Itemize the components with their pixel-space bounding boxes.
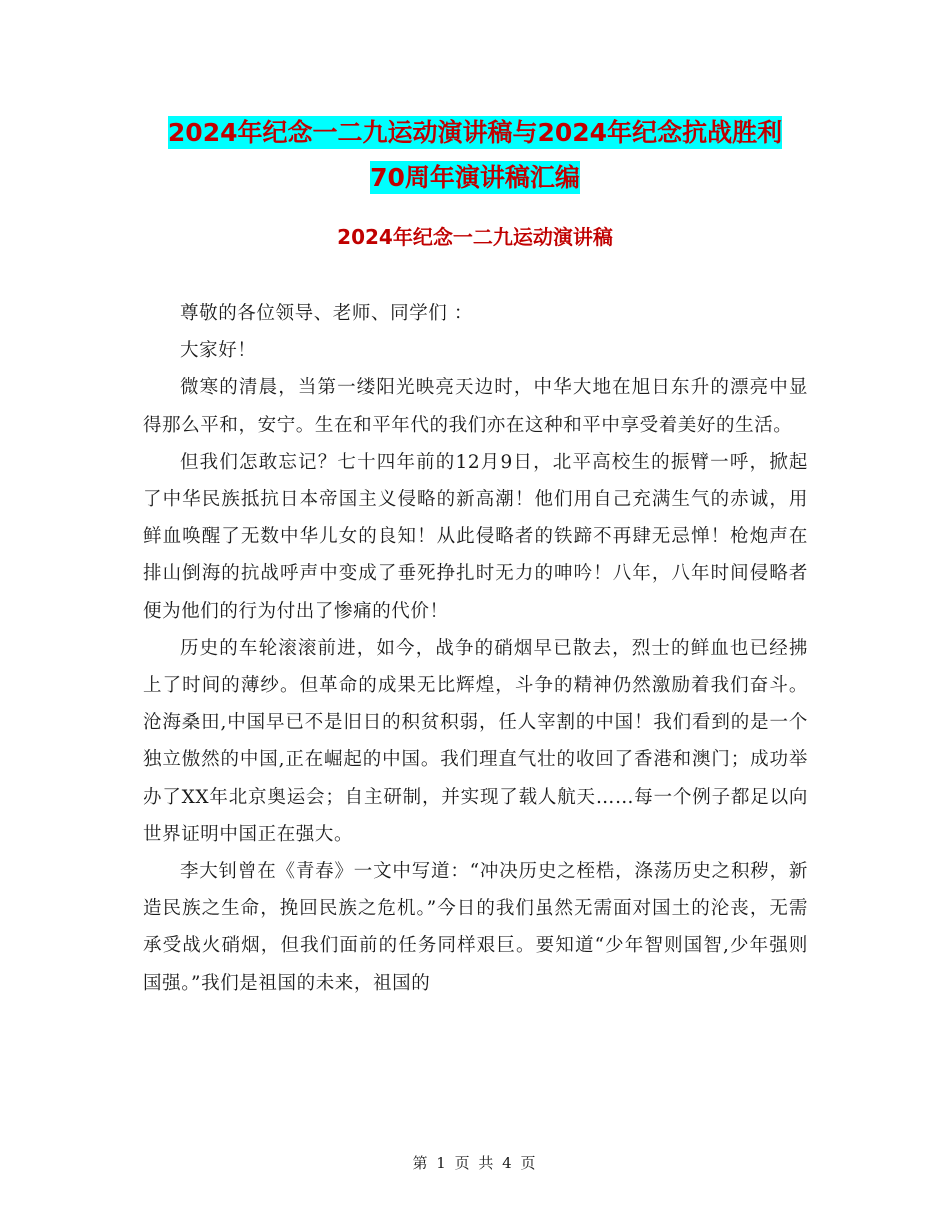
paragraph: 李大钊曾在《青春》一文中写道：“冲决历史之桎梏，涤荡历史之积秽，新造民族之生命，挽回民族之危机。”今日的我们虽然无需面对国土的沦丧，无需承受战火硝烟，但我们面前的任务同样艰巨。要知道“少年智则国智,少年强则国强。”我们是祖国的未来，祖国的	[143, 861, 808, 994]
paragraph: 微寒的清晨，当第一缕阳光映亮天边时，中华大地在旭日东升的漂亮中显得那么平和，安宁。生在和平年代的我们亦在这种和平中享受着美好的生活。	[143, 377, 808, 436]
paragraph: 历史的车轮滚滚前进，如今，战争的硝烟早已散去，烈士的鲜血也已经拂上了时间的薄纱。但革命的成果无比辉煌，斗争的精神仍然激励着我们奋斗。沧海桑田,中国早已不是旧日的积贫积弱，任人宰割的中国！我们看到的是一个独立傲然的中国,正在崛起的中国。我们理直气壮的收回了香港和澳门；成功举办了XX年北京奥运会；自主研制，并实现了载人航天……每一个例子都足以向世界证明中国正在强大。	[143, 637, 808, 845]
salutation: 尊敬的各位领导、老师、同学们 ：	[180, 303, 473, 324]
page-footer: 第 1 页 共 4 页	[412, 1154, 538, 1172]
document-title-line-2: 70周年演讲稿汇编	[370, 163, 580, 192]
greeting: 大家好！	[180, 340, 257, 362]
section-title: 2024年纪念一二九运动演讲稿	[337, 225, 613, 249]
speech-body	[143, 295, 808, 1002]
paragraph: 但我们怎敢忘记？七十四年前的12月9日，北平高校生的振臂一呼，掀起了中华民族抵抗日本帝国主义侵略的新高潮！他们用自己充满生气的赤诚，用鲜血唤醒了无数中华儿女的良知！从此侵略者的铁蹄不再肆无忌惮！枪炮声在排山倒海的抗战呼声中变成了垂死挣扎时无力的呻吟！八年，八年时间侵略者便为他们的行为付出了惨痛的代价！	[143, 451, 808, 622]
document-title	[140, 110, 810, 200]
document-title-line-1: 2024年纪念一二九运动演讲稿与2024年纪念抗战胜利	[167, 118, 783, 147]
